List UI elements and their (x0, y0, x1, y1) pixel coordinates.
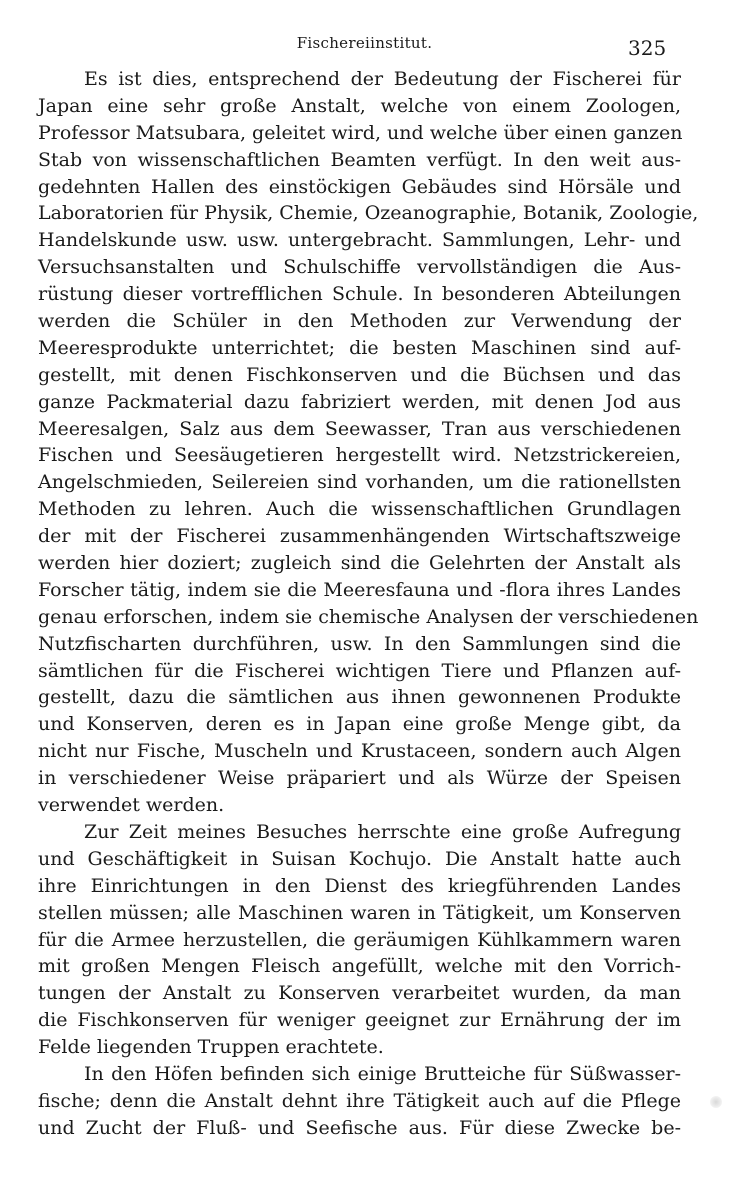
text-line: genau erforschen, indem sie chemische Analysen der verschiedenen (38, 605, 699, 628)
text-line: nicht nur Fische, Muscheln und Krustaceen, sondern auch Algen (38, 740, 681, 763)
text-line: Handelskunde usw. usw. untergebracht. Sammlungen, Lehr- und (38, 229, 681, 252)
text-line: werden die Schüler in den Methoden zur Verwendung der (38, 310, 681, 333)
text-line: der mit der Fischerei zusammenhängenden Wirtschaftszweige (38, 525, 681, 548)
text-line: rüstung dieser vortrefflichen Schule. In besonderen Abteilungen (38, 283, 681, 306)
text-line: Angelschmieden, Seilereien sind vorhanden, um die rationellsten (38, 471, 681, 494)
text-line: Versuchsanstalten und Schulschiffe vervollständigen die Aus- (38, 256, 681, 279)
text-line: tungen der Anstalt zu Konserven verarbeitet wurden, da man (38, 982, 681, 1005)
paper-speck (710, 1096, 722, 1108)
text-line: gestellt, mit denen Fischkonserven und die Büchsen und das (38, 363, 681, 386)
text-line: fische; denn die Anstalt dehnt ihre Tätigkeit auch auf die Pflege (38, 1089, 681, 1112)
text-line: in verschiedener Weise präpariert und als Würze der Speisen (38, 767, 681, 790)
text-line: Felde liegenden Truppen erachtete. (38, 1036, 384, 1059)
paragraph-1 (38, 66, 699, 819)
text-line: Methoden zu lehren. Auch die wissenschaftlichen Grundlagen (38, 498, 681, 521)
text-line: gedehnten Hallen des einstöckigen Gebäudes sind Hörsäle und (38, 175, 681, 198)
paragraph-3 (38, 1061, 681, 1142)
text-line: und Geschäftigkeit in Suisan Kochujo. Die Anstalt hatte auch (38, 847, 681, 870)
page-number: 325 (628, 36, 667, 60)
body-text (38, 66, 699, 1142)
paragraph-2 (38, 819, 681, 1061)
text-line: Stab von wissenschaftlichen Beamten verfügt. In den weit aus- (38, 148, 681, 171)
text-line: die Fischkonserven für weniger geeignet zur Ernährung der im (38, 1009, 681, 1032)
text-line: Meeresprodukte unterrichtet; die besten Maschinen sind auf- (38, 336, 681, 359)
text-line: mit großen Mengen Fleisch angefüllt, welche mit den Vorrich- (38, 955, 681, 978)
text-line: Es ist dies, entsprechend der Bedeutung der Fischerei für (84, 68, 681, 90)
text-line: Meeresalgen, Salz aus dem Seewasser, Tran aus verschiedenen (38, 417, 681, 440)
text-line: Nutzfischarten durchführen, usw. In den Sammlungen sind die (38, 632, 681, 655)
text-line: und Konserven, deren es in Japan eine große Menge gibt, da (38, 713, 681, 736)
text-line: Zur Zeit meines Besuches herrschte eine große Aufregung (84, 820, 681, 843)
text-line: ihre Einrichtungen in den Dienst des kriegführenden Landes (38, 874, 681, 897)
text-line: ganze Packmaterial dazu fabriziert werden, mit denen Jod aus (38, 390, 681, 413)
text-line: Forscher tätig, indem sie die Meeresfauna und -flora ihres Landes (38, 578, 681, 601)
text-line: Laboratorien für Physik, Chemie, Ozeanographie, Botanik, Zoologie, (38, 202, 699, 225)
running-title: Fischereiinstitut. (296, 34, 433, 52)
text-line: In den Höfen befinden sich einige Brutteiche für Süßwasser- (84, 1062, 681, 1085)
text-line: stellen müssen; alle Maschinen waren in Tätigkeit, um Konserven (38, 901, 681, 924)
text-line: gestellt, dazu die sämtlichen aus ihnen gewonnenen Produkte (38, 686, 681, 709)
text-line: Japan eine sehr große Anstalt, welche von einem Zoologen, (38, 94, 681, 117)
text-line: Fischen und Seesäugetieren hergestellt wird. Netzstrickereien, (38, 444, 681, 467)
text-line: werden hier doziert; zugleich sind die Gelehrten der Anstalt als (38, 552, 681, 575)
text-line: verwendet werden. (38, 794, 225, 817)
text-line: Professor Matsubara, geleitet wird, und welche über einen ganzen (38, 121, 683, 144)
text-line: sämtlichen für die Fischerei wichtigen Tiere und Pflanzen auf- (38, 659, 681, 682)
text-line: für die Armee herzustellen, die geräumigen Kühlkammern waren (38, 928, 681, 951)
text-line: und Zucht der Fluß- und Seefische aus. Für diese Zwecke be- (38, 1116, 681, 1139)
